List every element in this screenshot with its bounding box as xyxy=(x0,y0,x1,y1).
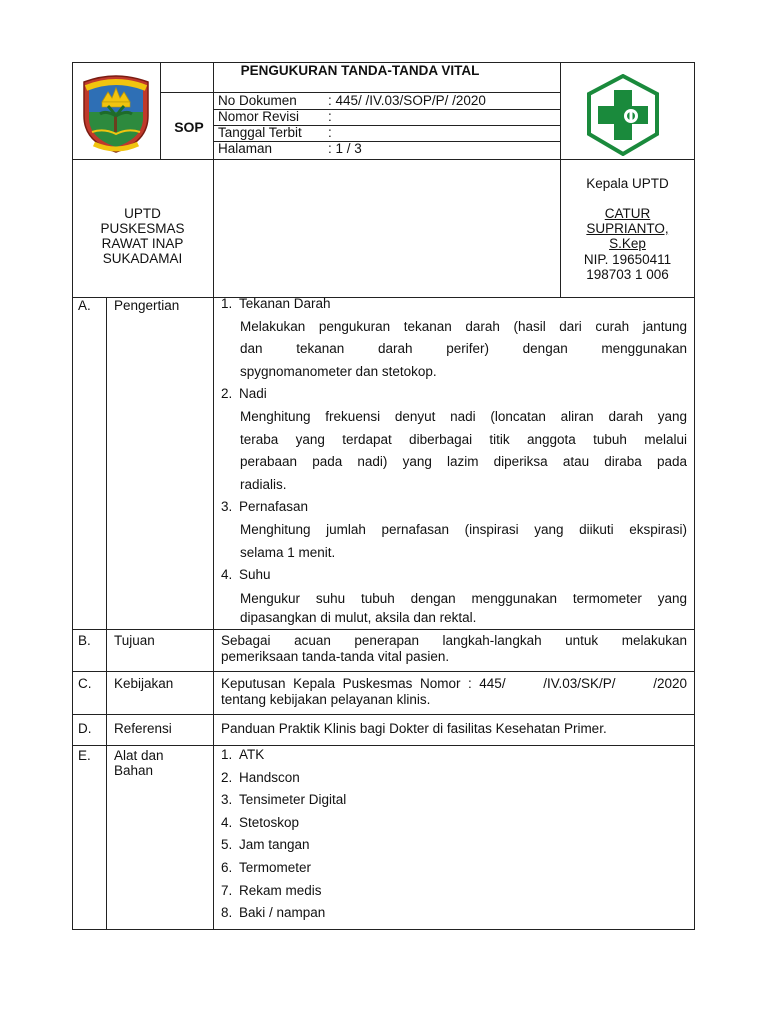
paragraph-line: Keputusan Kepala Puskesmas Nomor : 445/ /IV.03/SK/P/ /2020 xyxy=(221,676,687,691)
regency-seal-logo xyxy=(78,72,154,154)
divider xyxy=(72,671,695,672)
paragraph-line: radialis. xyxy=(240,476,287,492)
meta-nomor-revisi: Nomor Revisi : xyxy=(218,109,332,124)
section-b-content xyxy=(221,633,687,665)
list-item: 4. Suhu xyxy=(221,567,271,583)
kepala-uptd-label: Kepala UPTD xyxy=(586,176,669,191)
puskesmas-logo xyxy=(585,74,661,156)
sop-label: SOP xyxy=(174,119,204,135)
paragraph-line: dipasangkan di mulut, aksila dan rektal. xyxy=(240,609,477,625)
paragraph-line: dan tekanan darah perifer) dengan menggunakan xyxy=(240,341,687,357)
list-item: 4. Stetoskop xyxy=(221,814,300,830)
list-item: 2. Nadi xyxy=(221,386,267,402)
paragraph-line: Mengukur suhu tubuh dengan menggunakan termometer yang xyxy=(240,590,687,606)
section-c-letter: C. xyxy=(78,676,92,691)
meta-no-dokumen: No Dokumen : 445/ /IV.03/SOP/P/ /2020 xyxy=(218,93,486,108)
divider xyxy=(106,297,107,930)
section-b-label: Tujuan xyxy=(114,633,155,648)
paragraph-line: Menghitung jumlah pernafasan (inspirasi yang diikuti ekspirasi) xyxy=(240,521,687,537)
list-item: 6. Termometer xyxy=(221,859,312,875)
puskesmas-cross-icon xyxy=(585,74,661,156)
paragraph-line: pemeriksaan tanda-tanda vital pasien. xyxy=(221,649,450,664)
list-item: 5. Jam tangan xyxy=(221,837,310,853)
paragraph-line: perabaan pada nadi) yang lazim diperiksa atau diraba pada xyxy=(240,454,687,470)
section-e-content xyxy=(221,744,687,925)
organization-name: UPTD PUSKESMAS RAWAT INAP SUKADAMAI xyxy=(100,206,185,266)
paragraph-line: teraba yang terdapat diberbagai titik anggota tubuh melalui xyxy=(240,431,687,447)
paragraph-line: Sebagai acuan penerapan langkah-langkah untuk melakukan xyxy=(221,633,687,648)
list-item: 3. Pernafasan xyxy=(221,499,309,515)
lampung-barat-seal-icon xyxy=(78,72,154,154)
list-item: 7. Rekam medis xyxy=(221,882,322,898)
document-title: PENGUKURAN TANDA-TANDA VITAL xyxy=(240,63,480,78)
section-a-letter: A. xyxy=(78,298,91,313)
section-a-content xyxy=(221,293,687,626)
section-a-label: Pengertian xyxy=(114,298,180,313)
meta-tanggal-terbit: Tanggal Terbit : xyxy=(218,125,332,140)
divider xyxy=(72,629,695,630)
list-item: 1. ATK xyxy=(221,747,265,762)
section-d-letter: D. xyxy=(78,721,92,736)
list-item: 8. Baki / nampan xyxy=(221,905,326,921)
section-e-label: Alat dan Bahan xyxy=(114,748,164,778)
divider xyxy=(72,159,695,160)
section-d-label: Referensi xyxy=(114,721,172,736)
list-item: 3. Tensimeter Digital xyxy=(221,792,347,808)
list-item: 2. Handscon xyxy=(221,769,300,785)
section-e-letter: E. xyxy=(78,748,91,763)
signatory-name: CATUR SUPRIANTO, S.Kep xyxy=(586,206,669,251)
meta-halaman: Halaman : 1 / 3 xyxy=(218,141,362,156)
paragraph-line: spygnomanometer dan stetokop. xyxy=(240,363,437,379)
section-b-letter: B. xyxy=(78,633,91,648)
list-item: 1. Tekanan Darah xyxy=(221,296,331,311)
paragraph-line: tentang kebijakan pelayanan klinis. xyxy=(221,692,431,707)
section-c-label: Kebijakan xyxy=(114,676,174,691)
section-c-content xyxy=(221,676,687,708)
divider xyxy=(213,297,214,930)
divider xyxy=(213,62,214,298)
paragraph-line: selama 1 menit. xyxy=(240,544,336,560)
divider xyxy=(72,714,695,715)
paragraph-line: Menghitung frekuensi denyut nadi (loncatan aliran darah yang xyxy=(240,408,687,424)
paragraph-line: Melakukan pengukuran tekanan darah (hasil dari curah jantung xyxy=(240,318,687,334)
section-d-content: Panduan Praktik Klinis bagi Dokter di fasilitas Kesehatan Primer. xyxy=(221,721,607,736)
signatory-nip: NIP. 19650411 198703 1 006 xyxy=(583,252,672,282)
